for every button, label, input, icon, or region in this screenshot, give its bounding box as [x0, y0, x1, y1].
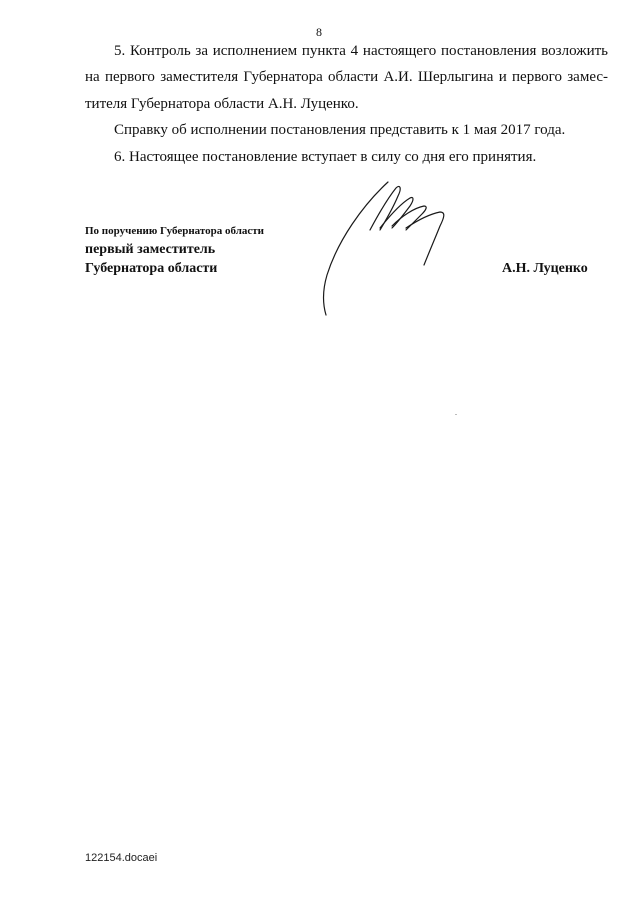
signature-authority-line: По поручению Губернатора области: [85, 225, 265, 237]
paragraph-5-line-3: тителя Губернатора области А.Н. Луценко.: [85, 96, 359, 112]
report-paragraph: Справку об исполнении постановления представить к 1 мая 2017 года.: [114, 122, 566, 138]
handwritten-signature: [318, 170, 468, 320]
paragraph-5-line-1: 5. Контроль за исполнением пункта 4 настоящего постановления возложить: [114, 43, 608, 59]
page-number: 8: [316, 25, 322, 39]
scan-speck: [455, 414, 457, 415]
paragraph-6: 6. Настоящее постановление вступает в силу со дня его принятия.: [114, 149, 537, 165]
document-code: 122154.docaei: [85, 852, 158, 864]
signer-name: А.Н. Луценко: [502, 261, 588, 276]
signature-position-line-1: первый заместитель: [85, 242, 216, 257]
paragraph-5-line-2: на первого заместителя Губернатора области А.И. Шерлыгина и первого замес-: [85, 69, 608, 85]
signature-position-line-2: Губернатора области: [85, 261, 218, 276]
